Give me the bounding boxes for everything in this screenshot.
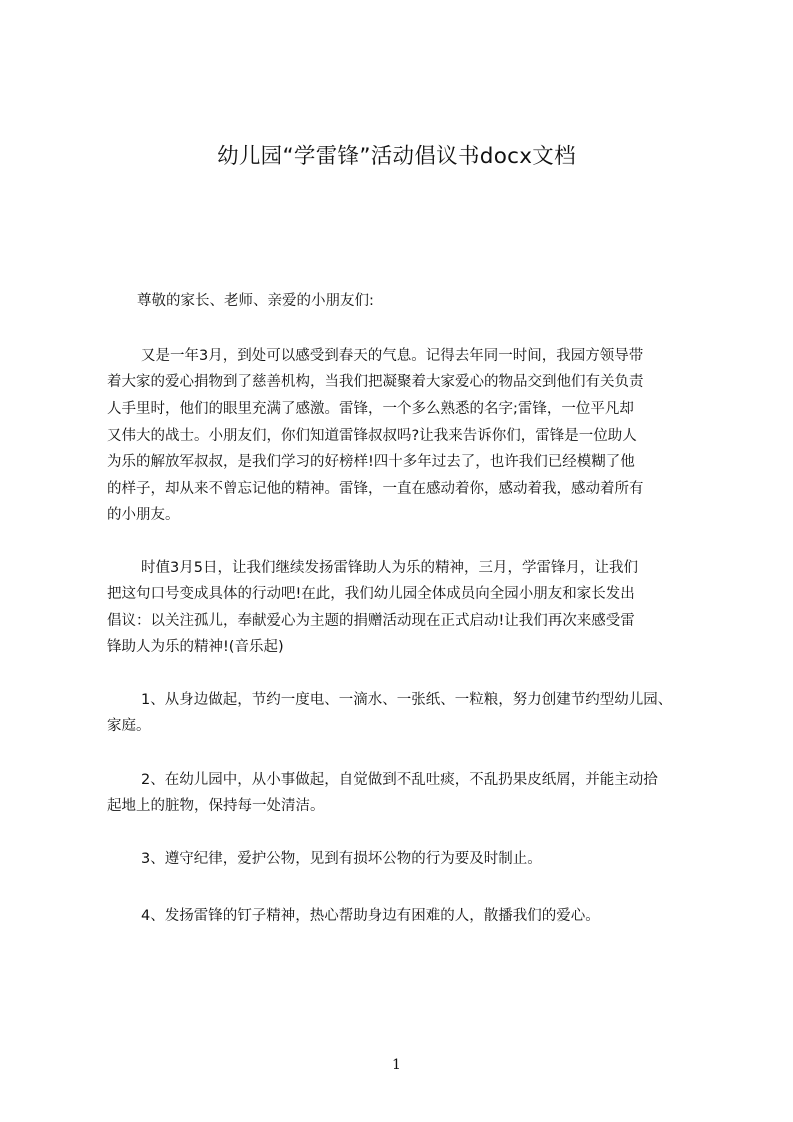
item-3: 3、遵守纪律，爱护公物，见到有损坏公物的行为要及时制止。 bbox=[141, 851, 542, 867]
item-2-line-2: 起地上的脏物，保持每一处清洁。 bbox=[107, 798, 325, 814]
paragraph-2-line-4: 锋助人为乐的精神!(音乐起) bbox=[107, 639, 284, 655]
item-2-line-1: 2、在幼儿园中，从小事做起，自觉做到不乱吐痰，不乱扔果皮纸屑，并能主动拾 bbox=[141, 772, 658, 788]
paragraph-1-line-1: 又是一年3月，到处可以感受到春天的气息。记得去年同一时间，我园方领导带 bbox=[141, 348, 644, 364]
paragraph-2-line-1: 时值3月5日，让我们继续发扬雷锋助人为乐的精神，三月，学雷锋月，让我们 bbox=[141, 560, 638, 576]
paragraph-1-line-7: 的小朋友。 bbox=[107, 507, 180, 523]
paragraph-1-line-3: 人手里时，他们的眼里充满了感激。雷锋，一个多么熟悉的名字;雷锋，一位平凡却 bbox=[107, 401, 634, 417]
document-title: 幼儿园“学雷锋”活动倡议书docx文档 bbox=[217, 144, 576, 169]
paragraph-1-line-4: 又伟大的战士。小朋友们，你们知道雷锋叔叔吗?让我来告诉你们，雷锋是一位助人 bbox=[107, 428, 637, 444]
paragraph-1-line-6: 的样子，却从来不曾忘记他的精神。雷锋，一直在感动着你，感动着我，感动着所有 bbox=[107, 481, 644, 497]
paragraph-1-line-2: 着大家的爱心捐物到了慈善机构，当我们把凝聚着大家爱心的物品交到他们有关负责 bbox=[107, 374, 644, 390]
page-number: 1 bbox=[392, 1057, 401, 1073]
paragraph-1-line-5: 为乐的解放军叔叔，是我们学习的好榜样!四十多年过去了，也许我们已经模糊了他 bbox=[107, 454, 635, 470]
paragraph-2-line-3: 倡议：以关注孤儿，奉献爱心为主题的捐赠活动现在正式启动!让我们再次来感受雷 bbox=[107, 613, 635, 629]
item-1-line-2: 家庭。 bbox=[107, 718, 151, 734]
item-4: 4、发扬雷锋的钉子精神，热心帮助身边有困难的人，散播我们的爱心。 bbox=[141, 908, 600, 924]
item-1-line-1: 1、从身边做起，节约一度电、一滴水、一张纸、一粒粮，努力创建节约型幼儿园、 bbox=[141, 692, 673, 708]
greeting: 尊敬的家长、老师、亲爱的小朋友们: bbox=[137, 293, 374, 309]
paragraph-2-line-2: 把这句口号变成具体的行动吧!在此，我们幼儿园全体成员向全园小朋友和家长发出 bbox=[107, 586, 635, 602]
